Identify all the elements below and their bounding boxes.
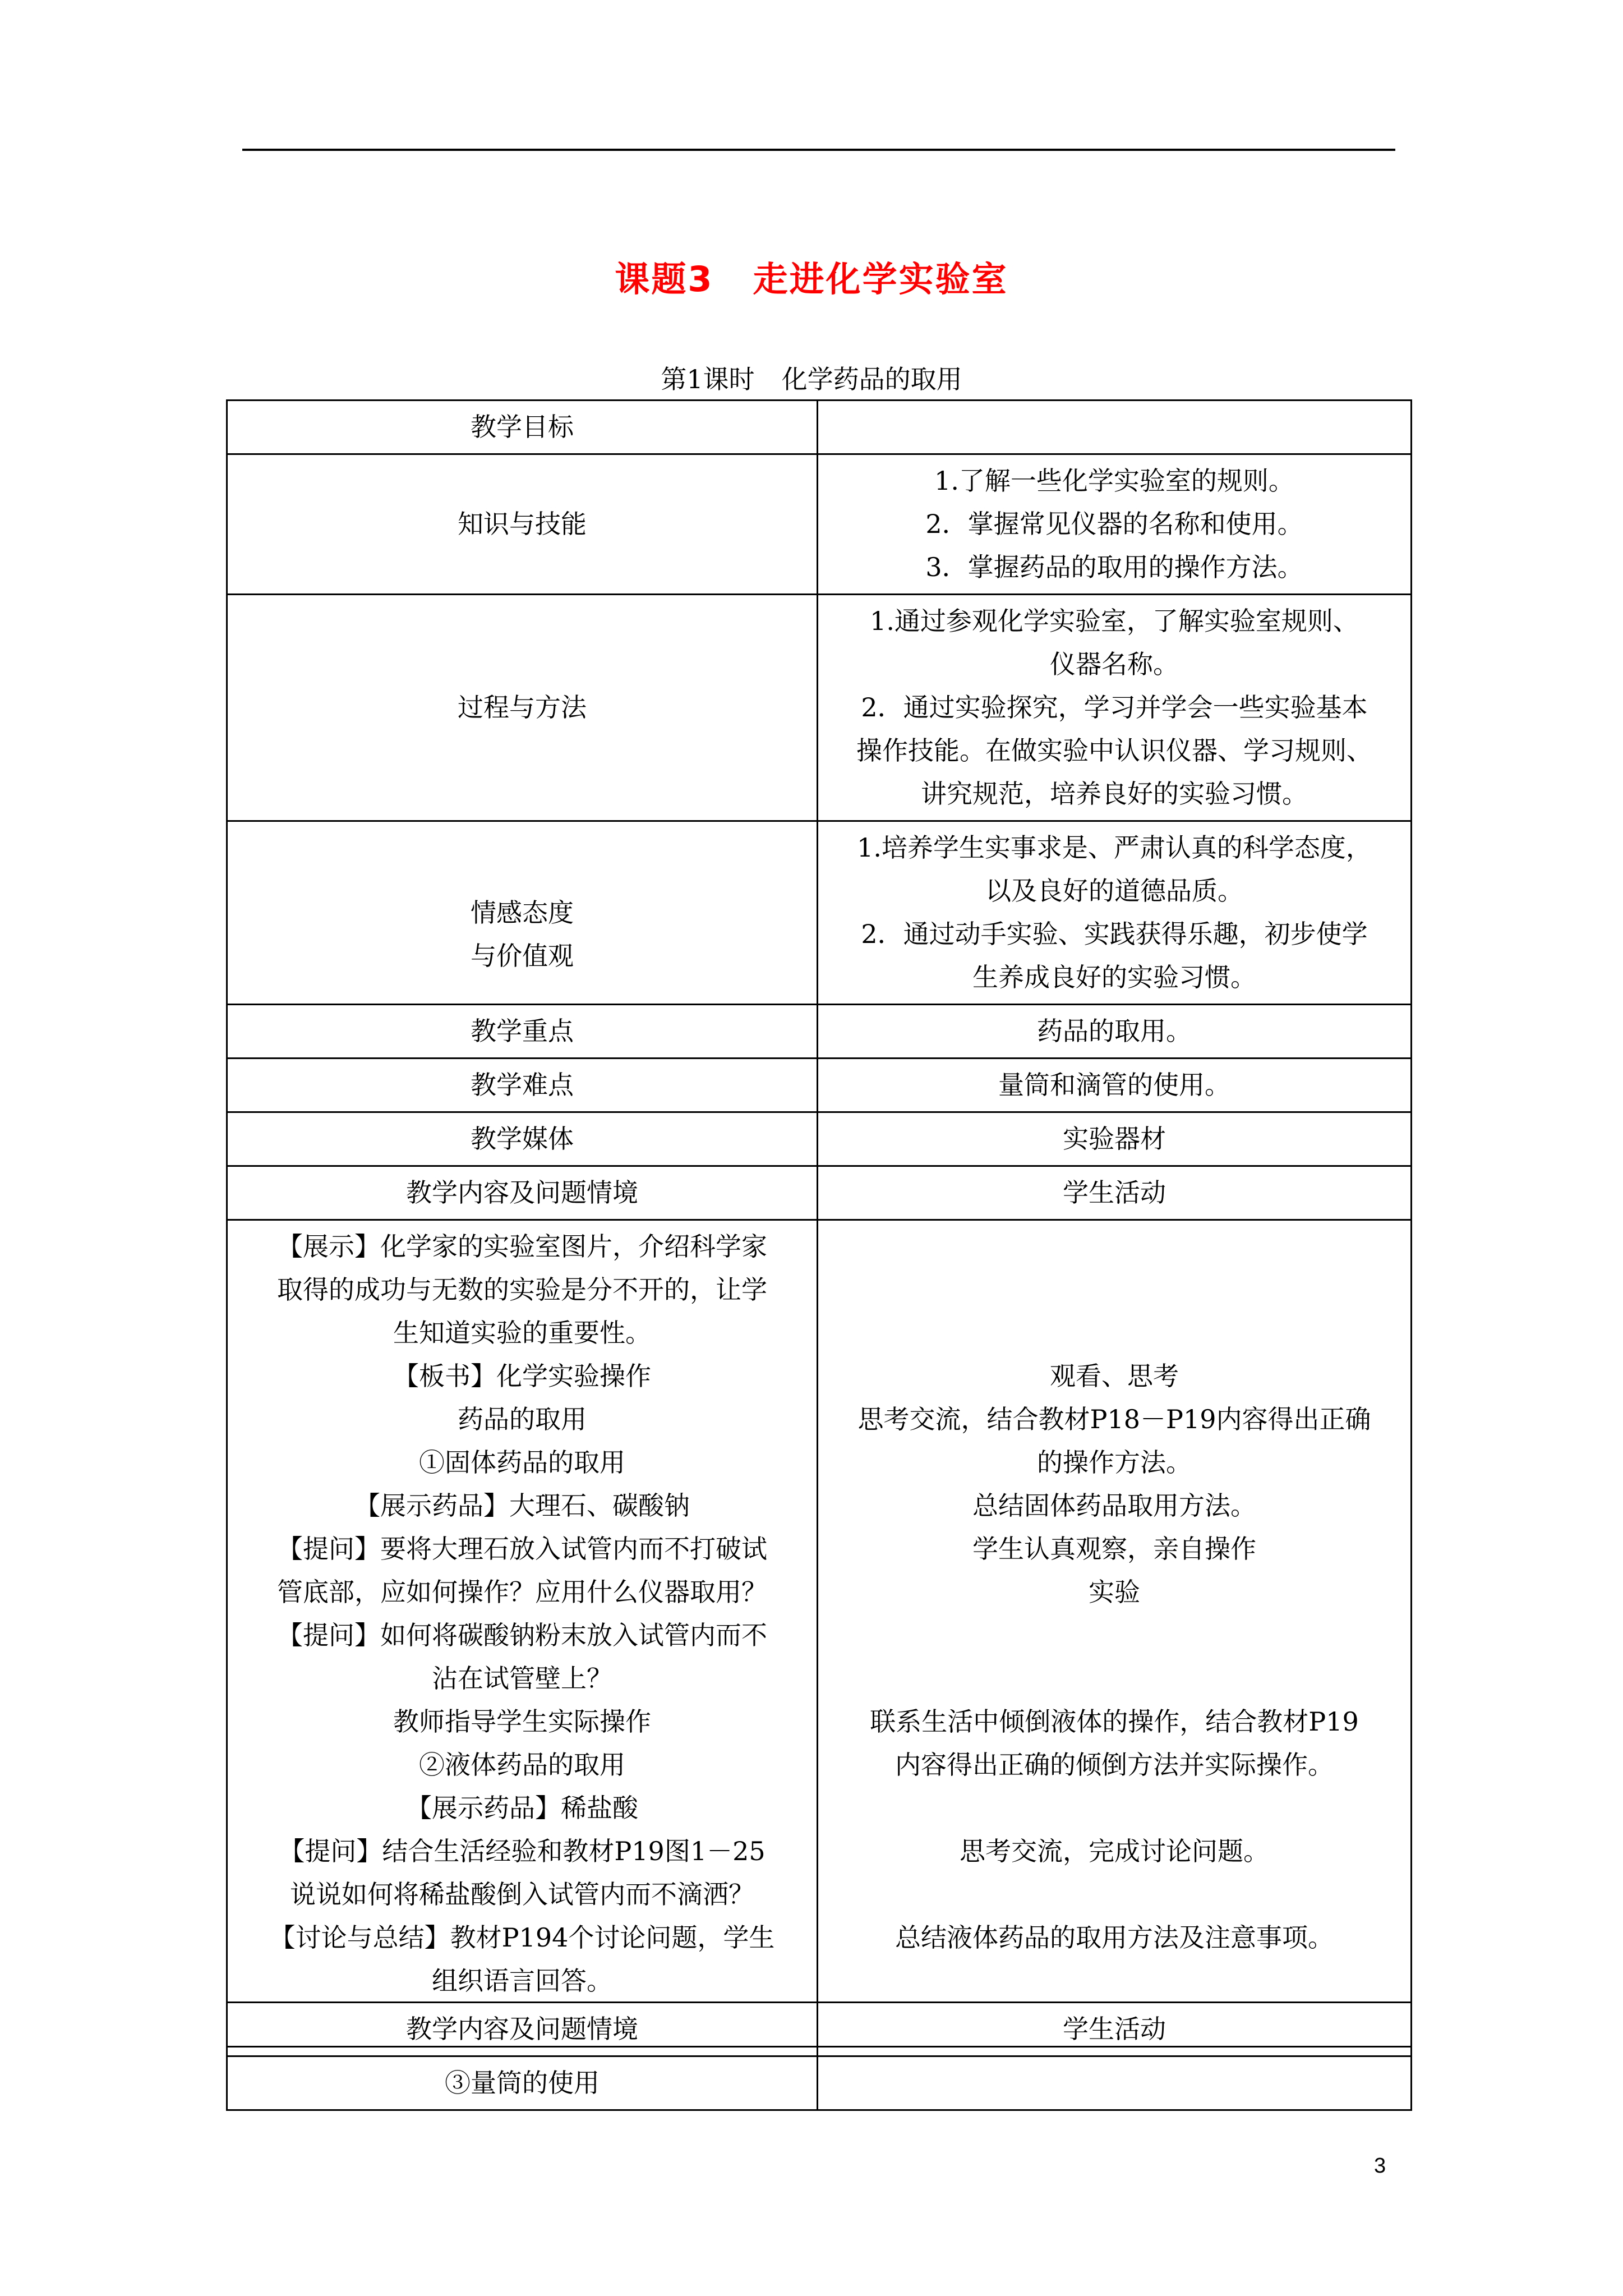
- text-line: 2．通过动手实验、实践获得乐趣，初步使学: [861, 919, 1368, 949]
- text-line: ①固体药品的取用: [419, 1447, 625, 1478]
- text-line: 以及良好的道德品质。: [985, 876, 1243, 906]
- lesson-plan-table-continued: [226, 2001, 1412, 2111]
- text-line: 操作技能。在做实验中认识仪器、学习规则、: [856, 735, 1372, 766]
- header-rule: [242, 149, 1395, 151]
- text-line: 内容得出正确的倾倒方法并实际操作。: [895, 1750, 1334, 1780]
- text-line: 组织语言回答。: [432, 1966, 612, 1996]
- text-line: 取得的成功与无数的实验是分不开的，让学: [277, 1274, 767, 1305]
- media-label: 教学媒体: [227, 1112, 818, 1166]
- text-line: 【展示】化学家的实验室图片，介绍科学家: [277, 1231, 767, 1262]
- text-line: 2．掌握常见仪器的名称和使用。: [925, 509, 1303, 539]
- difficulty-value: 量筒和滴管的使用。: [818, 1059, 1412, 1112]
- attitude-values-label: [227, 821, 818, 1005]
- objectives-header: 教学目标: [227, 401, 818, 454]
- text-line: 1.通过参观化学实验室，了解实验室规则、: [870, 606, 1359, 636]
- period-label: 第1课时: [661, 364, 755, 394]
- content-header: 教学内容及问题情境: [227, 1166, 818, 1220]
- text-line: 学生认真观察，亲自操作: [972, 1534, 1256, 1564]
- text-line: 与价值观: [471, 940, 574, 971]
- process-methods-label: 过程与方法: [227, 595, 818, 821]
- text-line: 思考交流，结合教材P18－P19内容得出正确: [857, 1404, 1371, 1434]
- text-line: 【板书】化学实验操作: [393, 1361, 651, 1391]
- text-line: 实验: [1089, 1577, 1140, 1607]
- text-line: 3．掌握药品的取用的操作方法。: [925, 552, 1303, 582]
- key-point-value: 药品的取用。: [818, 1005, 1412, 1059]
- text-line: 思考交流，完成讨论问题。: [960, 1836, 1269, 1866]
- activity-header: 学生活动: [818, 1166, 1412, 1220]
- page-number: 3: [1374, 2154, 1386, 2178]
- text-line: 【提问】如何将碳酸钠粉末放入试管内而不: [277, 1620, 767, 1650]
- teacher-content-cell: [227, 1220, 818, 2047]
- text-line: 【提问】结合生活经验和教材P19图1－25: [279, 1836, 766, 1866]
- content-header-2: 教学内容及问题情境: [227, 2003, 818, 2056]
- text-line: 生知道实验的重要性。: [393, 1318, 651, 1348]
- activity-header-2: 学生活动: [818, 2003, 1412, 2056]
- text-line: 总结液体药品的取用方法及注意事项。: [895, 1922, 1334, 1953]
- graduated-cylinder-row: ③量筒的使用: [227, 2056, 818, 2110]
- text-line: 管底部，应如何操作？应用什么仪器取用？: [277, 1577, 767, 1607]
- student-activity-cell: [818, 1220, 1412, 2047]
- process-methods-content: [818, 595, 1412, 821]
- text-line: 教师指导学生实际操作: [393, 1706, 651, 1737]
- text-line: 生养成良好的实验习惯。: [972, 962, 1256, 992]
- text-line: 情感态度: [471, 897, 574, 928]
- text-line: ②液体药品的取用: [419, 1750, 625, 1780]
- text-line: 的操作方法。: [1037, 1447, 1192, 1478]
- page-subtitle: [0, 359, 1623, 396]
- text-line: 沾在试管壁上？: [432, 1663, 612, 1694]
- text-line: 仪器名称。: [1050, 649, 1179, 679]
- knowledge-skills-content: [818, 454, 1412, 595]
- graduated-cylinder-activity: [818, 2056, 1412, 2110]
- period-topic: 化学药品的取用: [781, 364, 962, 394]
- text-line: 1.了解一些化学实验室的规则。: [934, 466, 1294, 496]
- text-line: 【展示药品】稀盐酸: [406, 1793, 638, 1823]
- difficulty-label: 教学难点: [227, 1059, 818, 1112]
- text-line: 药品的取用: [458, 1404, 587, 1434]
- objectives-header-empty: [818, 401, 1412, 454]
- text-line: 【提问】要将大理石放入试管内而不打破试: [277, 1534, 767, 1564]
- knowledge-skills-label: 知识与技能: [227, 454, 818, 595]
- text-line: 讲究规范，培养良好的实验习惯。: [921, 779, 1308, 809]
- lesson-title: 走进化学实验室: [753, 259, 1008, 300]
- text-line: 【讨论与总结】教材P194个讨论问题，学生: [269, 1922, 775, 1953]
- text-line: 1.培养学生实事求是、严肃认真的科学态度，: [857, 832, 1372, 863]
- lesson-number: 课题3: [615, 259, 714, 300]
- text-line: 观看、思考: [1050, 1361, 1179, 1391]
- page-title: [0, 251, 1623, 301]
- text-line: 说说如何将稀盐酸倒入试管内而不滴洒？: [290, 1879, 754, 1910]
- lesson-plan-table: [226, 399, 1412, 2047]
- text-line: 联系生活中倾倒液体的操作，结合教材P19: [870, 1706, 1359, 1737]
- key-point-label: 教学重点: [227, 1005, 818, 1059]
- text-line: 2．通过实验探究，学习并学会一些实验基本: [861, 692, 1368, 723]
- attitude-values-content: [818, 821, 1412, 1005]
- text-line: 【展示药品】大理石、碳酸钠: [354, 1490, 690, 1521]
- text-line: 总结固体药品取用方法。: [972, 1490, 1256, 1521]
- media-value: 实验器材: [818, 1112, 1412, 1166]
